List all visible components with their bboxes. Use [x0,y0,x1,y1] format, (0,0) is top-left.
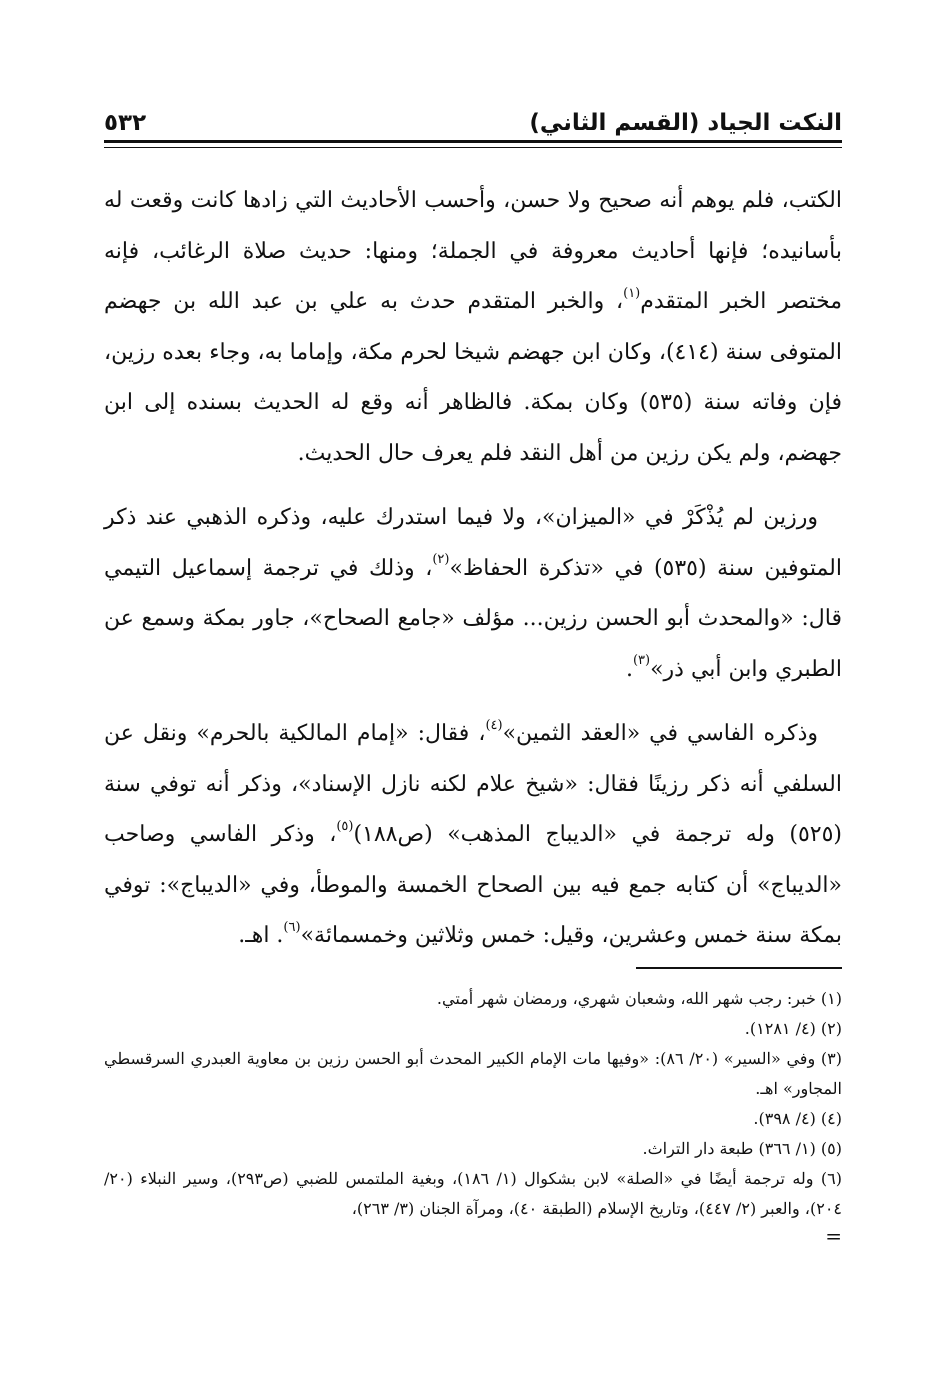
running-title: النكت الجياد (القسم الثاني) [529,110,842,136]
footnote-5: (٥) (١/ ٣٦٦) طبعة دار التراث. [642,1139,842,1158]
footnote-3: (٣) وفي «السير» (٢٠/ ٨٦): «وفيها مات الإمام الكبير المحدث أبو الحسن رزين بن معاوية العبدري السرقسطي المجاور» اهـ. [104,1049,843,1098]
footnote-ref: (١) [623,285,641,301]
paragraph-3 [104,709,842,962]
footnote-ref: (٥) [336,818,354,834]
text-run: ، والخبر المتقدم حدث به علي بن عبد الله بن جهضم المتوفى سنة (٤١٤)، وكان ابن جهضم شيخا لحرم مكة، وإماما به، وجاء بعده رزين، فإن وفاته سنة (٥٣٥) وكان بمكة. فالظاهر أنه وقع له الحديث بسنده إلى ابن جهضم، ولم يكن رزين من أهل النقد فلم يعرف حال الحديث. [104,289,842,466]
footnote-2: (٢) (٤/ ١٢٨١). [744,1019,842,1038]
paragraph-2 [104,493,842,695]
footnote-ref: (٢) [432,552,450,568]
text-run: الكتب، فلم يوهم أنه صحيح ولا حسن، وأحسب الأحاديث التي زادها كانت وقعت له بأسانيده؛ فإنها أحاديث معروفة في الجملة؛ ومنها: حديث صلاة الرغائب، فإنه مختصر الخبر المتقدم [104,188,842,314]
footnote-ref: (٣) [632,653,651,669]
footnote-separator [636,967,842,969]
page-header [104,94,842,138]
paragraph-1 [104,176,842,479]
footnotes [104,984,842,1248]
main-text [104,176,842,976]
text-run: ، فقال: «إمام المالكية بالحرم» ونقل عن السلفي أنه ذكر رزينًا فقال: «شيخ علام لكنه نازل الإسناد»، وذكر أنه توفي سنة (٥٢٥) وله ترجمة في «الديباج المذهب» (ص١٨٨) [104,721,842,847]
footnote-ref: (٤) [485,717,503,733]
text-run: ، وذلك في ترجمة إسماعيل التيمي قال: «والمحدث أبو الحسن رزين... مؤلف «جامع الصحاح»، جاور بمكة وسمع عن الطبري وابن أبي ذر» [104,555,842,682]
footnote-1: (١) خبر: رجب شهر الله، وشعبان شهري، ورمضان شهر أمتي. [436,989,842,1008]
header-rule-thin [104,147,842,148]
text-run: ، وذكر الفاسي وصاحب «الديباج» أن كتابه جمع فيه بين الصحاح الخمسة والموطأ، وفي «الديباج»: توفي بمكة سنة خمس وعشرين، وقيل: خمس وثلاثين وخمسمائة» [104,822,842,948]
header-rule-thick [104,140,842,143]
text-run: وذكره الفاسي في «العقد الثمين» [502,721,819,746]
footnote-6: (٦) وله ترجمة أيضًا في «الصلة» لابن بشكوال (١/ ١٨٦)، وبغية الملتمس للضبي (ص٢٩٣)، وسير النبلاء (٢٠/ ٢٠٤)، والعبر (٢/ ٤٤٧)، وتاريخ الإسلام (الطبقة ٤٠)، ومرآة الجنان (٣/ ٢٦٣)، [104,1169,842,1218]
text-run: . اهـ. [238,923,284,948]
text-run: ورزين لم يُذْكَرْ في «الميزان»، ولا فيما استدرك عليه، وذكره الذهبي عند ذكر المتوفين سنة (٥٣٥) في «تذكرة الحفاظ» [104,505,842,581]
page-number: ٥٣٢ [104,110,147,136]
footnote-4: (٤) (٤/ ٣٩٨). [753,1109,842,1128]
footnote-continuation-mark: = [825,1224,842,1248]
footnote-ref: (٦) [283,919,301,935]
text-run: . [625,656,633,682]
